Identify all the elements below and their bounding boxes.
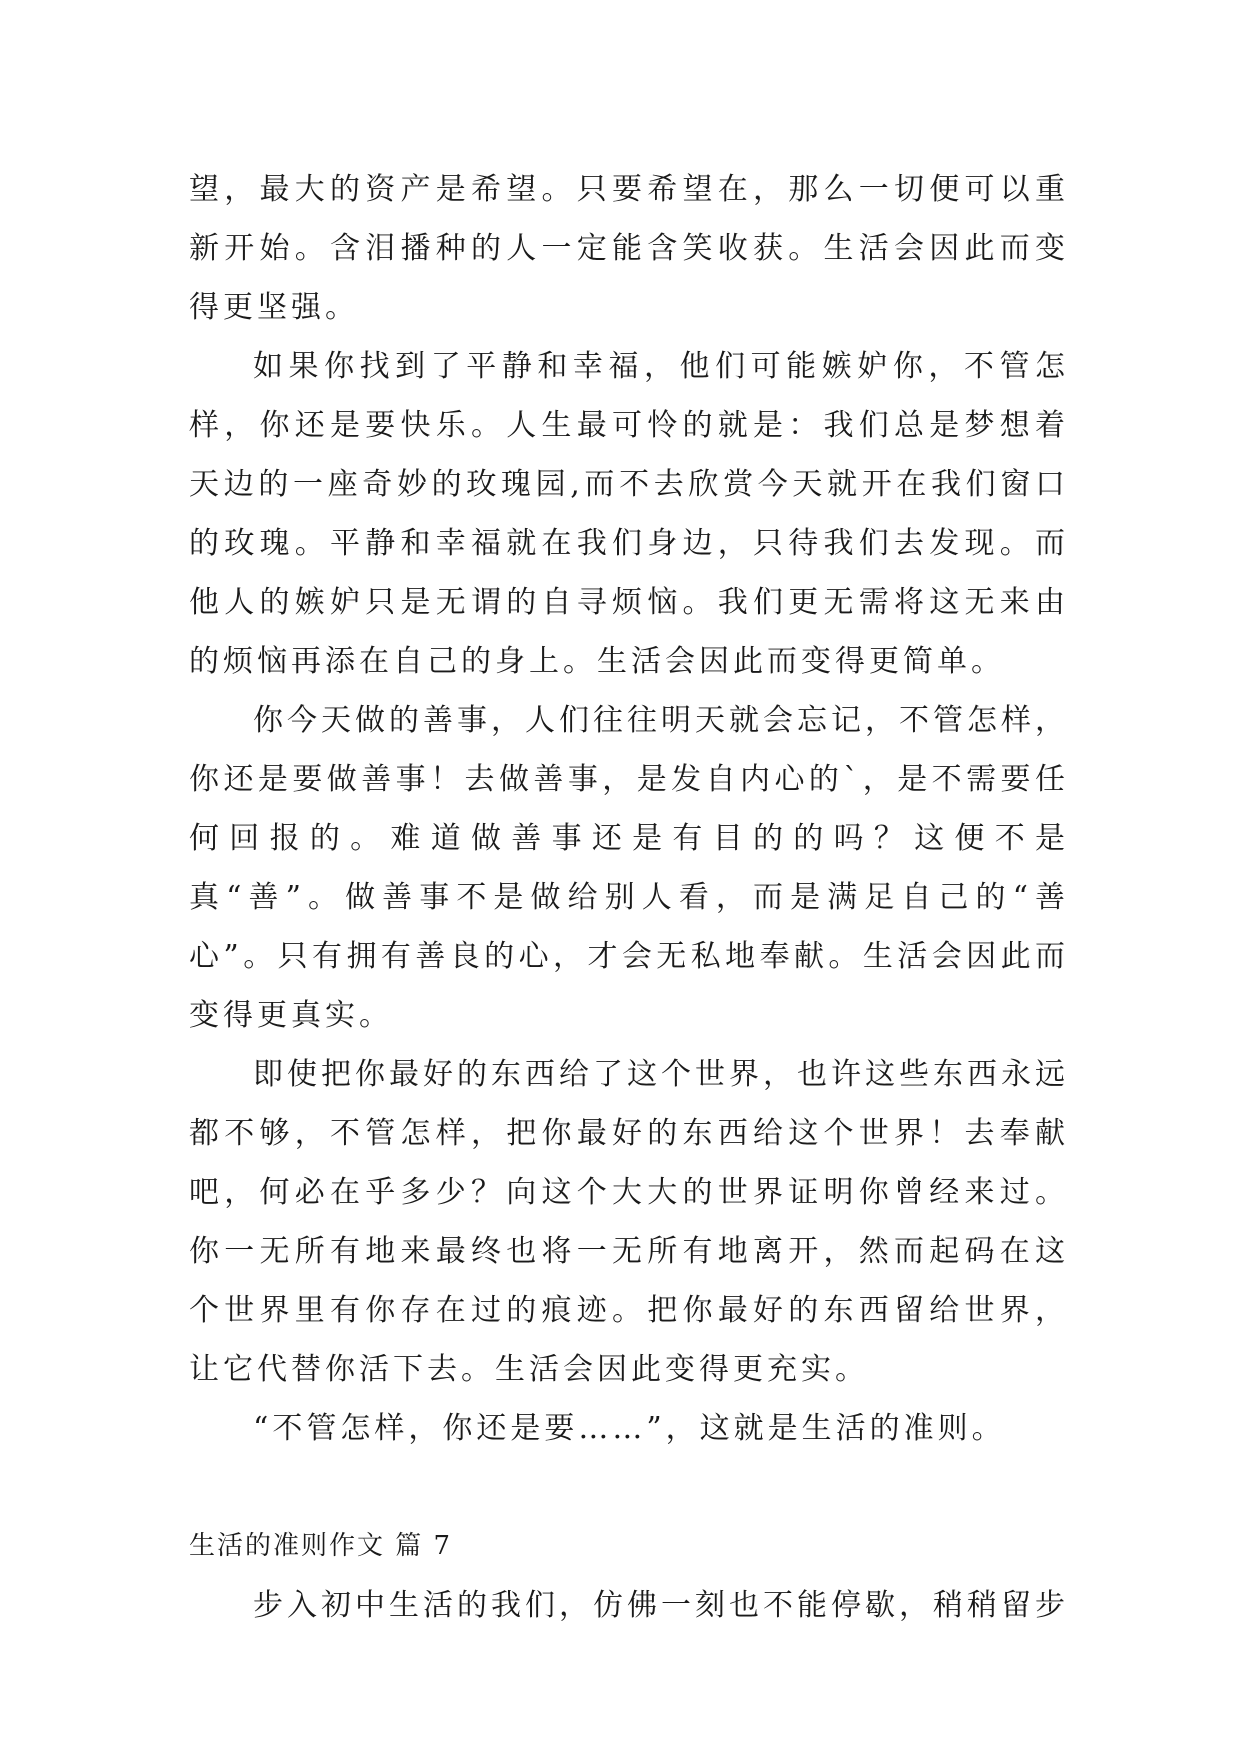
paragraph-happiness: 如果你找到了平静和幸福，他们可能嫉妒你，不管怎样，你还是要快乐。人生最可怜的就是：我们总是梦想着天边的一座奇妙的玫瑰园,而不去欣赏今天就开在我们窗口的玫瑰。平静和幸福就在我们身边，只待我们去发现。而他人的嫉妒只是无谓的自寻烦恼。我们更无需将这无来由的烦恼再添在自己的身上。生活会因此而变得更简单。 — [189, 349, 1069, 679]
paragraph-conclusion: “不管怎样，你还是要……”，这就是生活的准则。 — [253, 1411, 1006, 1446]
paragraph-give-best: 即使把你最好的东西给了这个世界，也许这些东西永远都不够，不管怎样，把你最好的东西给这个世界！去奉献吧，何必在乎多少？向这个大大的世界证明你曾经来过。你一无所有地来最终也将一无所有地离开，然而起码在这个世界里有你存在过的痕迹。把你最好的东西留给世界，让它代替你活下去。生活会因此变得更充实。 — [189, 1057, 1069, 1387]
paragraph-good-deeds: 你今天做的善事，人们往往明天就会忘记，不管怎样，你还是要做善事！去做善事，是发自内心的`，是不需要任何回报的。难道做善事还是有目的的吗？这便不是真“善”。做善事不是做给别人看，而是满足自己的“善心”。只有拥有善良的心，才会无私地奉献。生活会因此而变得更真实。 — [189, 703, 1069, 1033]
document-body — [189, 160, 1069, 1635]
section-spacer — [189, 1458, 1069, 1517]
section-heading: 生活的准则作文 篇 7 — [189, 1531, 453, 1561]
section-first-paragraph: 步入初中生活的我们，仿佛一刻也不能停歇，稍稍留步 — [253, 1588, 1069, 1623]
paragraph-continuation: 望，最大的资产是希望。只要希望在，那么一切便可以重新开始。含泪播种的人一定能含笑收获。生活会因此而变得更坚强。 — [189, 172, 1069, 325]
